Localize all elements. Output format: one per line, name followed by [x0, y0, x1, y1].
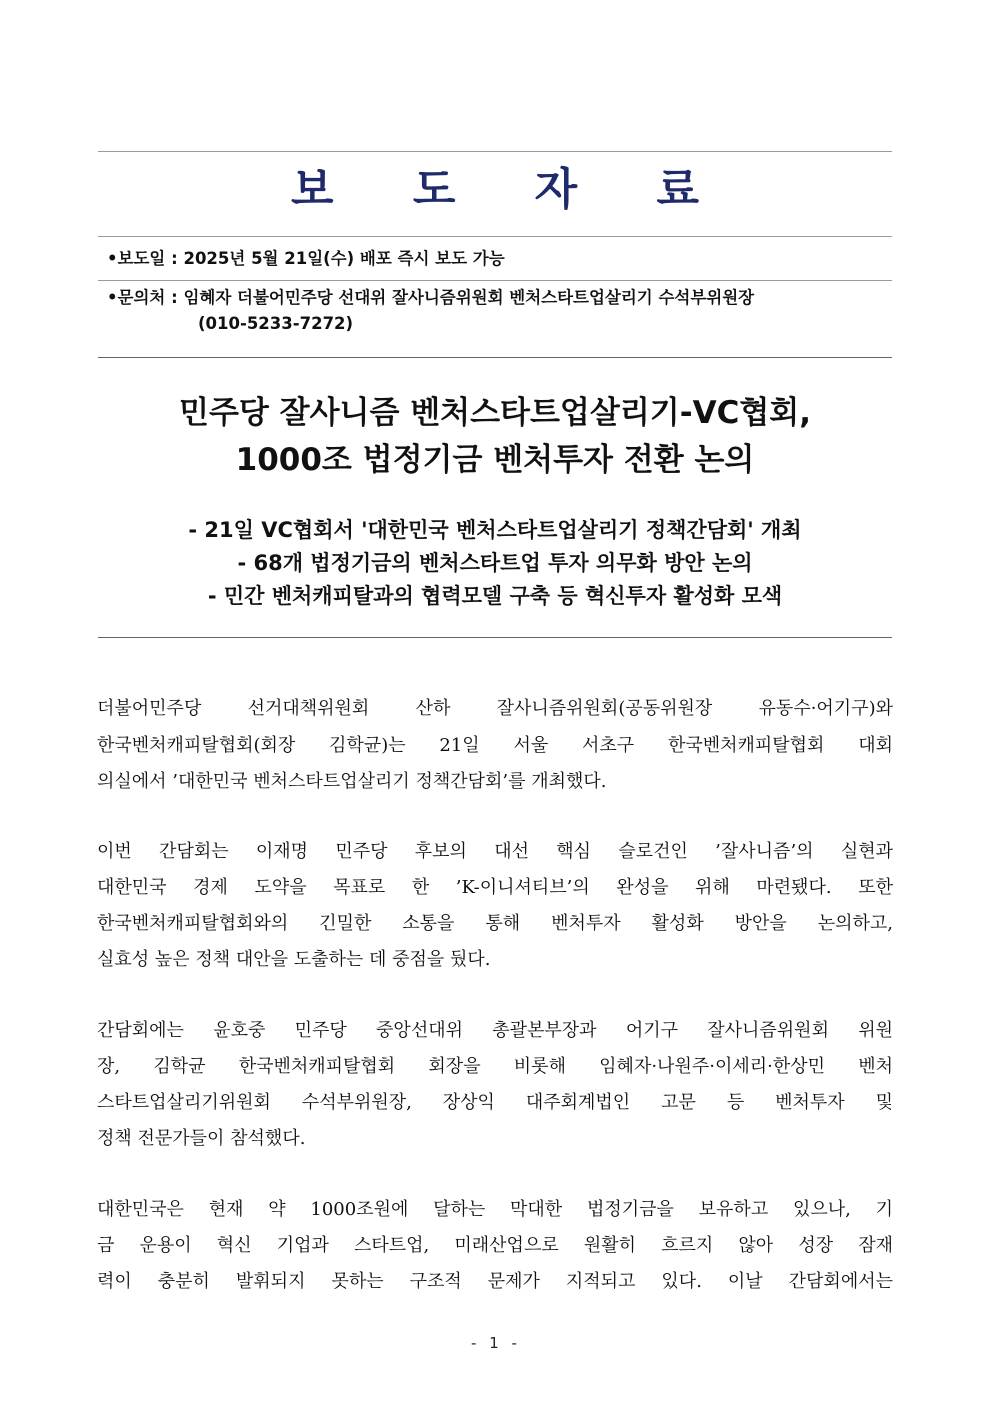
paragraph-4-line-3: 력이 충분히 발휘되지 못하는 구조적 문제가 지적되고 있다. 이날 간담회에서는	[97, 1271, 893, 1292]
headline-line-2: 1000조 법정기금 벤처투자 전환 논의	[235, 442, 755, 478]
top-rule	[98, 151, 892, 152]
contact-phone: (010-5233-7272)	[198, 314, 354, 333]
meta-rule	[98, 280, 892, 281]
paragraph-1-line-3: 의실에서 ’대한민국 벤처스타트업살리기 정책간담회’를 개최했다.	[97, 771, 607, 792]
release-date-value: 2025년 5월 21일(수) 배포 즉시 보도 가능	[183, 249, 505, 268]
banner-rule	[98, 236, 892, 237]
paragraph-3-line-3: 스타트업살리기위원회 수석부위원장, 장상익 대주회계법인 고문 등 벤처투자 및	[97, 1092, 893, 1113]
paragraph-4-line-1: 대한민국은 현재 약 1000조원에 달하는 막대한 법정기금을 보유하고 있으나, 기	[97, 1199, 893, 1220]
subhead-rule	[98, 637, 892, 638]
page-number: - 1 -	[471, 1334, 521, 1352]
paragraph-2-line-2: 대한민국 경제 도약을 목표로 한 ’K-이니셔티브’의 완성을 위해 마련됐다. 또한	[97, 877, 893, 898]
press-release-banner: 보 도 자 료	[291, 164, 731, 215]
paragraph-3-line-2: 장, 김학균 한국벤처캐피탈협회 회장을 비롯해 임혜자·나원주·이세리·한상민 벤처	[97, 1056, 893, 1077]
contact-value: 임혜자 더불어민주당 선대위 잘사니즘위원회 벤처스타트업살리기 수석부위원장	[183, 288, 755, 307]
paragraph-2-line-1: 이번 간담회는 이재명 민주당 후보의 대선 핵심 슬로건인 ’잘사니즘’의 실현과	[97, 841, 893, 862]
paragraph-3-line-4: 정책 전문가들이 참석했다.	[97, 1128, 306, 1149]
paragraph-3-line-1: 간담회에는 윤호중 민주당 중앙선대위 총괄본부장과 어기구 잘사니즘위원회 위원	[97, 1020, 893, 1041]
paragraph-4-line-2: 금 운용이 혁신 기업과 스타트업, 미래산업으로 원활히 흐르지 않아 성장 잠재	[97, 1235, 893, 1256]
release-date-label: •보도일 :	[107, 249, 178, 268]
subhead-3: - 민간 벤처캐피탈과의 협력모델 구축 등 혁신투자 활성화 모색	[207, 584, 783, 608]
paragraph-1-line-2: 한국벤처캐피탈협회(회장 김학균)는 21일 서울 서초구 한국벤처캐피탈협회 대회	[97, 735, 893, 756]
contact-row	[107, 285, 754, 311]
release-date-row	[107, 246, 505, 272]
subhead-2: - 68개 법정기금의 벤처스타트업 투자 의무화 방안 논의	[237, 551, 753, 575]
paragraph-1-line-1: 더불어민주당 선거대책위원회 산하 잘사니즘위원회(공동위원장 유동수·어기구)와	[97, 698, 893, 719]
paragraph-2-line-4: 실효성 높은 정책 대안을 도출하는 데 중점을 뒀다.	[97, 949, 491, 970]
paragraph-2-line-3: 한국벤처캐피탈협회와의 긴밀한 소통을 통해 벤처투자 활성화 방안을 논의하고,	[97, 913, 893, 934]
header-rule	[98, 357, 892, 358]
contact-label: •문의처 :	[107, 288, 178, 307]
headline-line-1: 민주당 잘사니즘 벤처스타트업살리기-VC협회,	[179, 395, 811, 431]
subhead-1: - 21일 VC협회서 '대한민국 벤처스타트업살리기 정책간담회' 개최	[188, 518, 802, 542]
